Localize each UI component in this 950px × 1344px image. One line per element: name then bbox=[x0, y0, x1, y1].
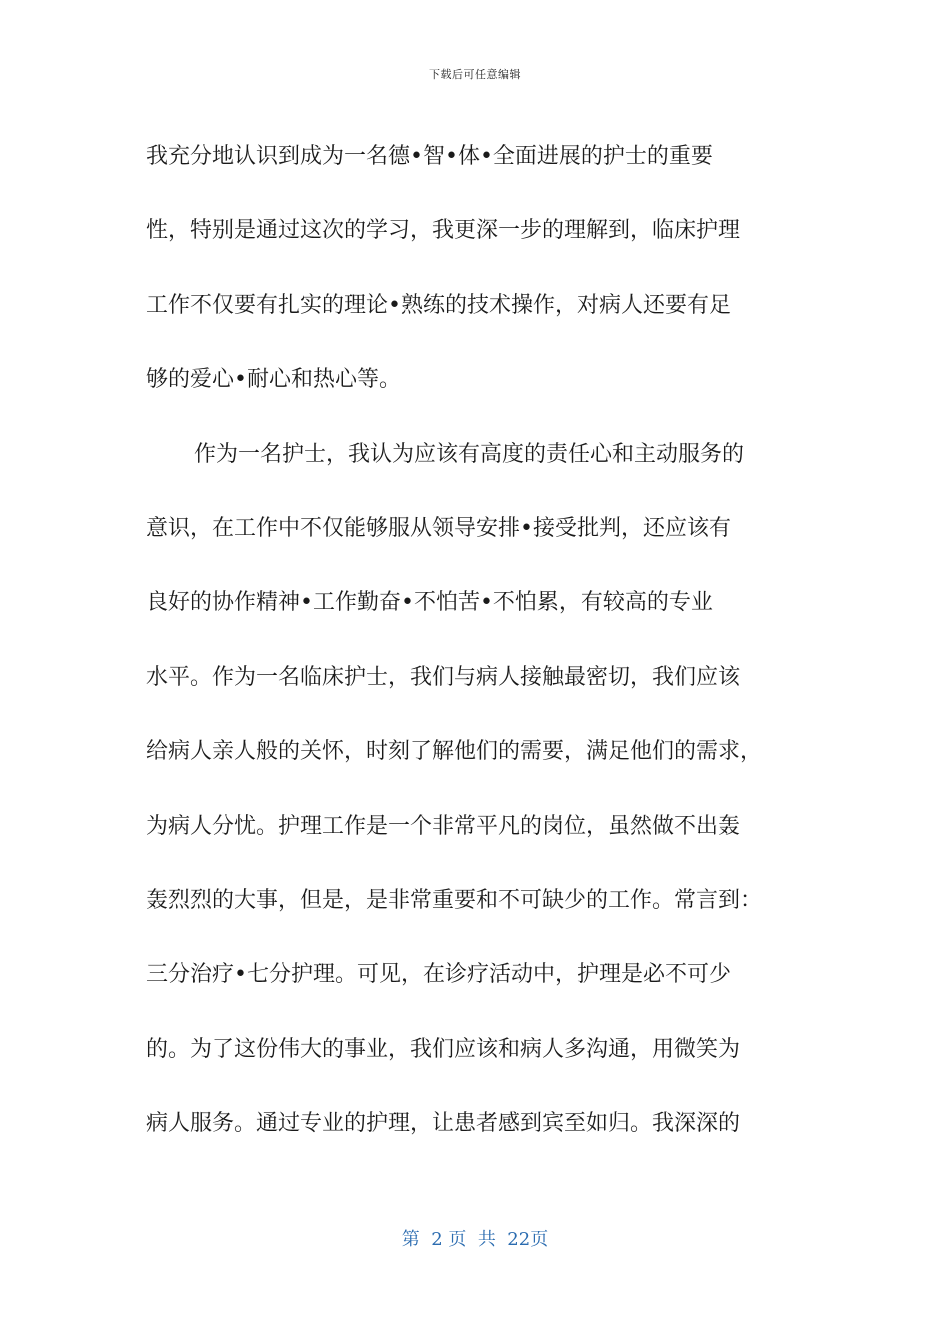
paragraph-line: 三分治疗•七分护理。可见，在诊疗活动中，护理是必不可少 bbox=[146, 962, 731, 988]
body-text bbox=[146, 120, 806, 1161]
paragraph-line: 水平。作为一名临床护士，我们与病人接触最密切，我们应该 bbox=[146, 664, 741, 690]
header-note: 下载后可任意编辑 bbox=[429, 68, 521, 81]
paragraph-line: 作为一名护士，我认为应该有高度的责任心和主动服务的 bbox=[194, 441, 745, 467]
paragraph-line: 够的爱心•耐心和热心等。 bbox=[146, 367, 401, 393]
paragraph-line: 给病人亲人般的关怀，时刻了解他们的需要，满足他们的需求， bbox=[146, 739, 763, 765]
paragraph-line: 轰烈烈的大事，但是，是非常重要和不可缺少的工作。常言到： bbox=[146, 887, 763, 913]
paragraph-line: 的。为了这份伟大的事业，我们应该和病人多沟通，用微笑为 bbox=[146, 1036, 741, 1062]
paragraph-line: 病人服务。通过专业的护理，让患者感到宾至如归。我深深的 bbox=[146, 1111, 741, 1137]
paragraph-line: 为病人分忧。护理工作是一个非常平凡的岗位，虽然做不出轰 bbox=[146, 813, 741, 839]
page-number-footer: 第 2 页 共 22页 bbox=[401, 1229, 549, 1250]
paragraph-line: 我充分地认识到成为一名德•智•体•全面进展的护士的重要 bbox=[146, 144, 713, 169]
paragraph-line: 意识，在工作中不仅能够服从领导安排•接受批判，还应该有 bbox=[146, 515, 731, 541]
paragraph-line: 性，特别是通过这次的学习，我更深一步的理解到，临床护理 bbox=[146, 218, 741, 244]
paragraph-line: 工作不仅要有扎实的理论•熟练的技术操作，对病人还要有足 bbox=[146, 292, 731, 318]
paragraph-line: 良好的协作精神•工作勤奋•不怕苦•不怕累，有较高的专业 bbox=[146, 590, 713, 616]
